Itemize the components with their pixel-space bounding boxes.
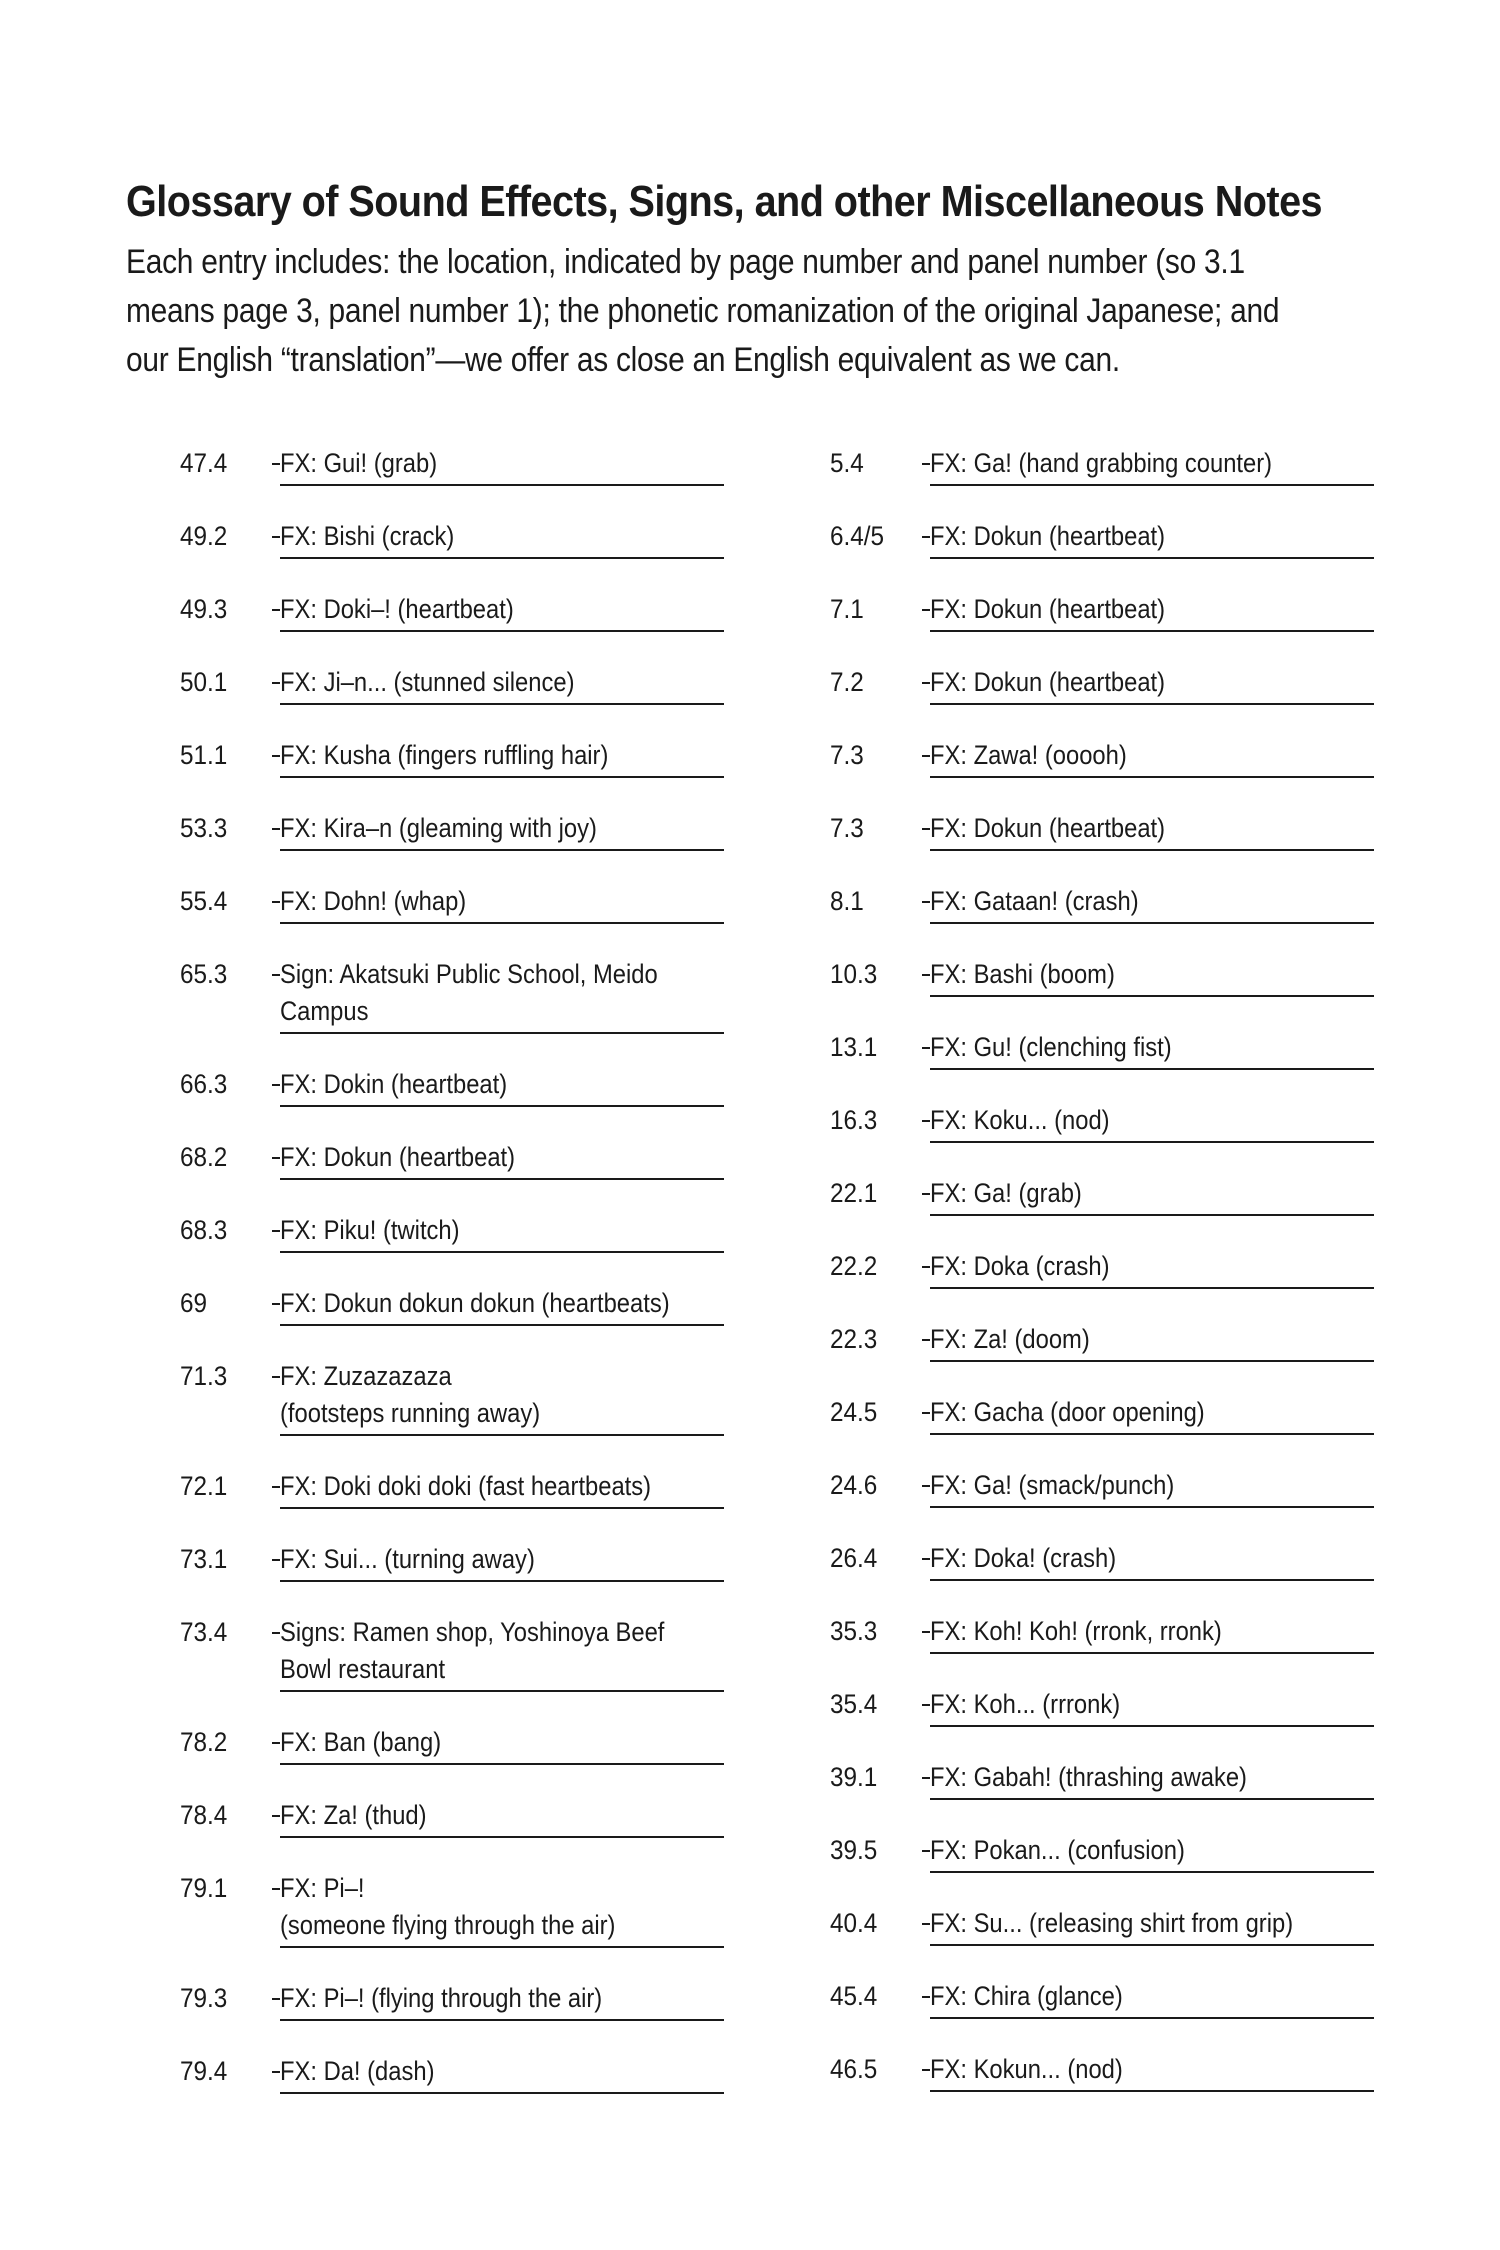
- entry-description-text: FX: Gabah! (thrashing awake): [930, 1762, 1247, 1792]
- entry-description-text: FX: Doki doki doki (fast heartbeats): [280, 1471, 652, 1501]
- entry-description: [280, 810, 724, 851]
- entry-leader-dash: [272, 1376, 280, 1378]
- entry-leader-dash: [922, 1704, 930, 1706]
- entry-description-text: FX: Gui! (grab): [280, 448, 438, 478]
- entry-leader-dash: [272, 828, 280, 830]
- entry-location: 65.3: [180, 959, 228, 989]
- entry-description: [930, 445, 1374, 486]
- entry-description-text: FX: Ga! (grab): [930, 1178, 1082, 1208]
- entry-location: 40.4: [830, 1908, 878, 1938]
- entry-location: 13.1: [830, 1032, 878, 1062]
- entry-location: 16.3: [830, 1105, 878, 1135]
- entry-description-text: FX: Doki–! (heartbeat): [280, 594, 514, 624]
- entry-leader-dash: [272, 1486, 280, 1488]
- entry-location: 51.1: [180, 740, 228, 770]
- entry-description: [930, 1540, 1374, 1581]
- entry-description: [280, 1139, 724, 1180]
- entry-description-text: Signs: Ramen shop, Yoshinoya Beef Bowl restaurant: [280, 1617, 665, 1684]
- entry-description-text: FX: Ji–n... (stunned silence): [280, 667, 575, 697]
- entry-description: [280, 1980, 724, 2021]
- entry-location: 78.2: [180, 1727, 228, 1757]
- entry-location: 6.4/5: [830, 521, 885, 551]
- entry-location: 78.4: [180, 1800, 228, 1830]
- entry-description-text: FX: Gataan! (crash): [930, 886, 1139, 916]
- entry-description-text: FX: Pokan... (confusion): [930, 1835, 1185, 1865]
- entry-description-text: FX: Gacha (door opening): [930, 1397, 1205, 1427]
- entry-description: [280, 1066, 724, 1107]
- entry-description: [930, 883, 1374, 924]
- entry-description-text: FX: Dokun (heartbeat): [930, 667, 1166, 697]
- entry-location: 24.5: [830, 1397, 878, 1427]
- entry-location: 79.3: [180, 1983, 228, 2013]
- entry-leader-dash: [922, 609, 930, 611]
- entry-location: 22.1: [830, 1178, 878, 1208]
- entry-leader-dash: [272, 1559, 280, 1561]
- entry-location: 79.1: [180, 1873, 228, 1903]
- entry-leader-dash: [922, 1047, 930, 1049]
- entry-description: [930, 956, 1374, 997]
- entry-description: [280, 737, 724, 778]
- entry-leader-dash: [922, 1996, 930, 1998]
- entry-leader-dash: [272, 1230, 280, 1232]
- entry-description-text: FX: Piku! (twitch): [280, 1215, 460, 1245]
- entry-leader-dash: [922, 1412, 930, 1414]
- entry-leader-dash: [272, 1742, 280, 1744]
- entry-description: [280, 1285, 724, 1326]
- entry-description-text: FX: Doka (crash): [930, 1251, 1110, 1281]
- entry-description: [930, 1248, 1374, 1289]
- entry-description-text: FX: Ban (bang): [280, 1727, 442, 1757]
- entry-leader-dash: [922, 1485, 930, 1487]
- entry-description: [930, 1759, 1374, 1800]
- entry-description: [930, 1905, 1374, 1946]
- entry-leader-dash: [272, 1632, 280, 1634]
- entry-description-text: FX: Koku... (nod): [930, 1105, 1110, 1135]
- entry-description-text: FX: Ga! (hand grabbing counter): [930, 448, 1273, 478]
- entry-description: [280, 1797, 724, 1838]
- entry-leader-dash: [922, 2069, 930, 2071]
- entry-location: 46.5: [830, 2054, 878, 2084]
- entry-leader-dash: [272, 682, 280, 684]
- entry-description-text: FX: Koh... (rrronk): [930, 1689, 1121, 1719]
- entry-location: 49.2: [180, 521, 228, 551]
- entry-location: 7.2: [830, 667, 864, 697]
- entry-leader-dash: [922, 974, 930, 976]
- entry-location: 71.3: [180, 1361, 228, 1391]
- entry-description: [280, 1870, 724, 1948]
- entry-description: [280, 1724, 724, 1765]
- entry-location: 39.1: [830, 1762, 878, 1792]
- entry-description-text: FX: Sui... (turning away): [280, 1544, 535, 1574]
- entry-location: 7.3: [830, 813, 864, 843]
- entry-leader-dash: [922, 1120, 930, 1122]
- entry-description: [280, 1358, 724, 1436]
- entry-location: 72.1: [180, 1471, 228, 1501]
- entry-description-text: Sign: Akatsuki Public School, Meido Campus: [280, 959, 658, 1026]
- entry-leader-dash: [922, 1850, 930, 1852]
- entry-description-text: FX: Bishi (crack): [280, 521, 455, 551]
- entry-leader-dash: [272, 1303, 280, 1305]
- entry-leader-dash: [272, 1084, 280, 1086]
- page-title: Glossary of Sound Effects, Signs, and other Miscellaneous Notes: [126, 177, 1323, 226]
- intro-paragraph: Each entry includes: the location, indicated by page number and panel number (so 3.1 means page 3, panel number 1); the phonetic romanization of the original Japanese; and our English “translation”—we offer as close an English equivalent as we can.: [126, 243, 1280, 379]
- entry-location: 10.3: [830, 959, 878, 989]
- entry-leader-dash: [272, 755, 280, 757]
- entry-description-text: FX: Kokun... (nod): [930, 2054, 1123, 2084]
- entry-description-text: FX: Pi–! (someone flying through the air): [280, 1873, 616, 1940]
- entry-location: 26.4: [830, 1543, 878, 1573]
- entry-location: 66.3: [180, 1069, 228, 1099]
- entry-location: 47.4: [180, 448, 228, 478]
- entry-location: 8.1: [830, 886, 864, 916]
- entry-description-text: FX: Bashi (boom): [930, 959, 1115, 989]
- entry-leader-dash: [922, 536, 930, 538]
- entry-description: [280, 1468, 724, 1509]
- entry-description: [280, 883, 724, 924]
- entry-location: 22.2: [830, 1251, 878, 1281]
- entry-description: [280, 956, 724, 1034]
- entry-description: [930, 1175, 1374, 1216]
- entry-description: [930, 737, 1374, 778]
- entry-leader-dash: [922, 1266, 930, 1268]
- entry-description: [930, 664, 1374, 705]
- entry-description-text: FX: Dokin (heartbeat): [280, 1069, 508, 1099]
- entry-location: 73.1: [180, 1544, 228, 1574]
- entry-description: [930, 1394, 1374, 1435]
- entry-leader-dash: [922, 463, 930, 465]
- entry-description-text: FX: Chira (glance): [930, 1981, 1123, 2011]
- entry-location: 39.5: [830, 1835, 878, 1865]
- entry-description-text: FX: Za! (thud): [280, 1800, 427, 1830]
- entry-description-text: FX: Koh! Koh! (rronk, rronk): [930, 1616, 1222, 1646]
- entry-location: 68.3: [180, 1215, 228, 1245]
- entry-leader-dash: [922, 1777, 930, 1779]
- entry-description: [280, 518, 724, 559]
- entry-description: [280, 1614, 724, 1692]
- entry-description-text: FX: Kusha (fingers ruffling hair): [280, 740, 609, 770]
- entry-leader-dash: [272, 1998, 280, 2000]
- entry-leader-dash: [272, 1815, 280, 1817]
- entry-location: 45.4: [830, 1981, 878, 2011]
- entry-description: [930, 1029, 1374, 1070]
- entry-description-text: FX: Dokun (heartbeat): [930, 594, 1166, 624]
- entry-description-text: FX: Gu! (clenching fist): [930, 1032, 1172, 1062]
- entry-description-text: FX: Ga! (smack/punch): [930, 1470, 1175, 1500]
- entry-location: 68.2: [180, 1142, 228, 1172]
- entry-location: 7.1: [830, 594, 864, 624]
- entry-description: [930, 1321, 1374, 1362]
- entry-description-text: FX: Da! (dash): [280, 2056, 435, 2086]
- entry-location: 7.3: [830, 740, 864, 770]
- entry-location: 22.3: [830, 1324, 878, 1354]
- entry-location: 35.4: [830, 1689, 878, 1719]
- entry-leader-dash: [922, 1923, 930, 1925]
- entry-description: [280, 664, 724, 705]
- entry-location: 49.3: [180, 594, 228, 624]
- entry-leader-dash: [922, 828, 930, 830]
- entry-location: 5.4: [830, 448, 864, 478]
- entry-description-text: FX: Kira–n (gleaming with joy): [280, 813, 597, 843]
- entry-description: [930, 1832, 1374, 1873]
- entry-description: [930, 1102, 1374, 1143]
- entry-leader-dash: [922, 755, 930, 757]
- entry-leader-dash: [272, 974, 280, 976]
- entry-description-text: FX: Zuzazazaza (footsteps running away): [280, 1361, 541, 1428]
- entry-description: [930, 518, 1374, 559]
- entry-leader-dash: [922, 1193, 930, 1195]
- entry-description: [280, 2053, 724, 2094]
- entry-location: 69: [180, 1288, 208, 1318]
- entry-description: [930, 591, 1374, 632]
- entry-description: [280, 1212, 724, 1253]
- entry-location: 24.6: [830, 1470, 878, 1500]
- entry-description: [930, 810, 1374, 851]
- entry-leader-dash: [922, 1631, 930, 1633]
- entry-location: 53.3: [180, 813, 228, 843]
- entry-location: 73.4: [180, 1617, 228, 1647]
- entry-location: 35.3: [830, 1616, 878, 1646]
- entry-description-text: FX: Doka! (crash): [930, 1543, 1117, 1573]
- entry-leader-dash: [922, 1339, 930, 1341]
- entry-leader-dash: [272, 536, 280, 538]
- entry-description-text: FX: Su... (releasing shirt from grip): [930, 1908, 1294, 1938]
- entry-location: 55.4: [180, 886, 228, 916]
- entry-description: [930, 1467, 1374, 1508]
- entry-description: [930, 1686, 1374, 1727]
- entry-leader-dash: [272, 901, 280, 903]
- entry-description: [930, 1978, 1374, 2019]
- entry-leader-dash: [922, 682, 930, 684]
- entry-description-text: FX: Dokun (heartbeat): [280, 1142, 516, 1172]
- entry-leader-dash: [272, 463, 280, 465]
- entry-description-text: FX: Zawa! (ooooh): [930, 740, 1127, 770]
- entry-description-text: FX: Za! (doom): [930, 1324, 1090, 1354]
- entry-leader-dash: [272, 1157, 280, 1159]
- entry-leader-dash: [272, 1888, 280, 1890]
- entry-description-text: FX: Pi–! (flying through the air): [280, 1983, 603, 2013]
- entry-description: [930, 2051, 1374, 2092]
- entry-description-text: FX: Dokun dokun dokun (heartbeats): [280, 1288, 670, 1318]
- entry-description-text: FX: Dokun (heartbeat): [930, 813, 1166, 843]
- entry-description-text: FX: Dokun (heartbeat): [930, 521, 1166, 551]
- entry-description: [280, 591, 724, 632]
- entry-leader-dash: [922, 1558, 930, 1560]
- entry-leader-dash: [272, 2071, 280, 2073]
- entry-leader-dash: [272, 609, 280, 611]
- entry-leader-dash: [922, 901, 930, 903]
- entry-location: 50.1: [180, 667, 228, 697]
- entry-description: [930, 1613, 1374, 1654]
- entry-description: [280, 445, 724, 486]
- entry-description-text: FX: Dohn! (whap): [280, 886, 467, 916]
- entry-description: [280, 1541, 724, 1582]
- entry-location: 79.4: [180, 2056, 228, 2086]
